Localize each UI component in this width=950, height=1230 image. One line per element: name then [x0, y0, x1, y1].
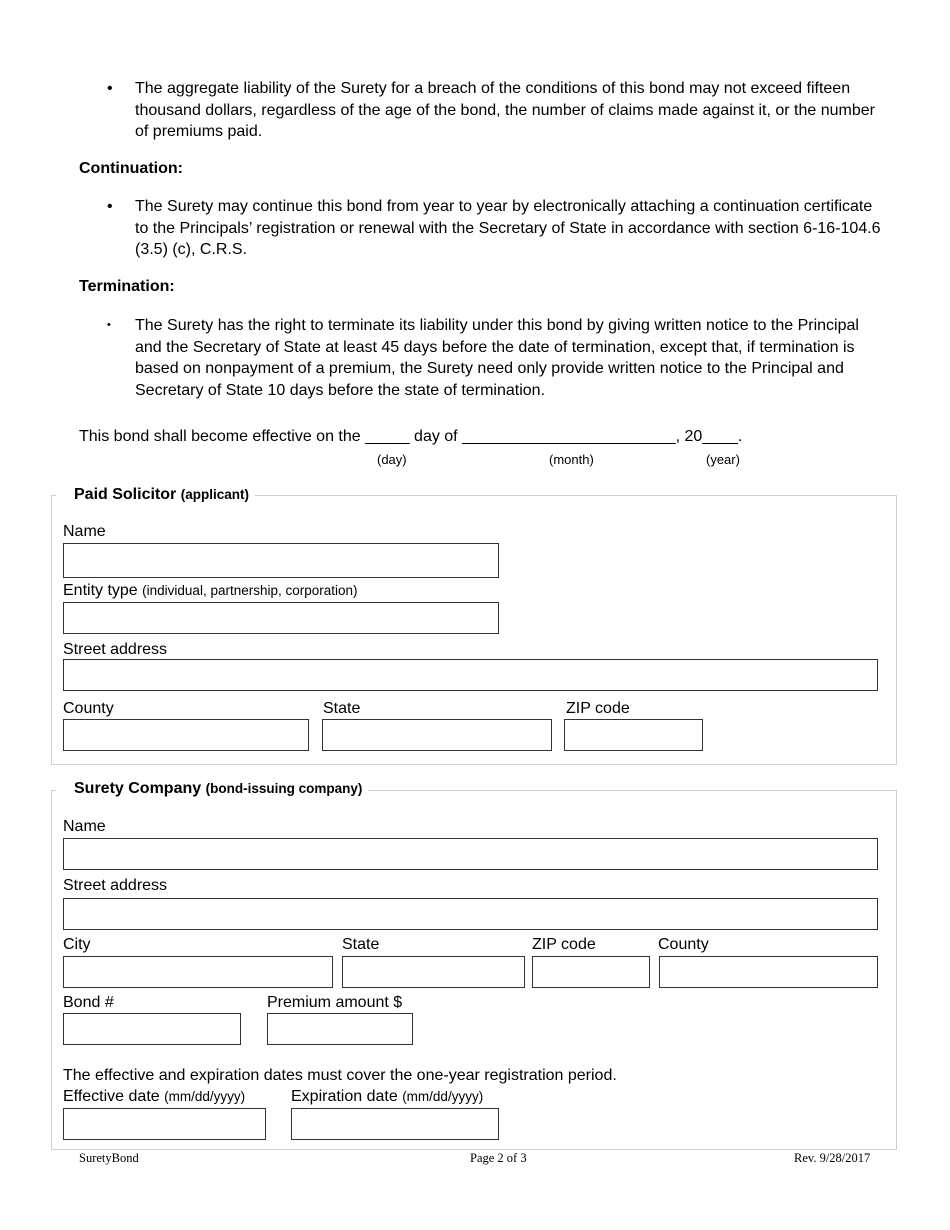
sc-county-input[interactable]	[659, 956, 878, 988]
sc-bond-input[interactable]	[63, 1013, 241, 1045]
sc-premium-input[interactable]	[267, 1013, 413, 1045]
bullet-icon: •	[107, 80, 113, 97]
bullet-icon: •	[107, 198, 113, 215]
paid-solicitor-legend	[56, 486, 255, 504]
footer-page-number: Page 2 of 3	[470, 1151, 527, 1165]
sc-county-label: County	[658, 936, 709, 953]
sc-zip-label: ZIP code	[532, 936, 596, 953]
ps-zip-label: ZIP code	[566, 700, 630, 717]
ps-county-label: County	[63, 700, 114, 717]
sc-zip-input[interactable]	[532, 956, 650, 988]
ps-state-label: State	[323, 700, 361, 717]
paid-solicitor-title: Paid Solicitor	[74, 486, 177, 503]
continuation-text: The Surety may continue this bond from year to year by electronically attaching a continuation certificate to the Principals’ registration or renewal with the Secretary of State in accordance with section 6-16-104.6 (3.5) (c), C.R.S.	[135, 198, 881, 258]
year-caption: (year)	[706, 452, 740, 467]
continuation-heading: Continuation:	[79, 160, 183, 177]
ps-entity-input[interactable]	[63, 602, 499, 634]
liability-text: The aggregate liability of the Surety for a breach of the conditions of this bond may not exceed fifteen thousand dollars, regardless of the age of the bond, the number of claims made against it, or the number of premiums paid.	[135, 80, 875, 140]
ps-state-input[interactable]	[322, 719, 552, 751]
surety-company-note: (bond-issuing company)	[205, 781, 363, 796]
surety-company-title: Surety Company	[74, 780, 202, 797]
sc-expiration-input[interactable]	[291, 1108, 499, 1140]
ps-street-label: Street address	[63, 641, 168, 658]
sc-premium-label: Premium amount $	[267, 994, 403, 1011]
ps-county-input[interactable]	[63, 719, 309, 751]
paid-solicitor-note: (applicant)	[180, 487, 249, 502]
month-caption: (month)	[549, 452, 594, 467]
sc-name-input[interactable]	[63, 838, 878, 870]
surety-company-legend	[56, 780, 368, 798]
ps-name-input[interactable]	[63, 543, 499, 578]
footer-revision: Rev. 9/28/2017	[794, 1151, 871, 1165]
sc-name-label: Name	[63, 818, 106, 835]
sc-bond-label: Bond #	[63, 994, 114, 1011]
day-caption: (day)	[377, 452, 407, 467]
sc-expiration-label: Expiration date (mm/dd/yyyy)	[291, 1088, 484, 1105]
sc-city-label: City	[63, 936, 91, 953]
ps-street-input[interactable]	[63, 659, 878, 691]
ps-zip-input[interactable]	[564, 719, 703, 751]
bullet-icon: •	[107, 319, 111, 331]
termination-text: The Surety has the right to terminate its liability under this bond by giving written notice to the Principal and the Secretary of State at least 45 days before the date of termination, except that, if termination is based on nonpayment of a premium, the Surety need only provide written notice to the Principal and Secretary of State 10 days before the state of termination.	[135, 317, 859, 399]
sc-effective-input[interactable]	[63, 1108, 266, 1140]
sc-dates-note: The effective and expiration dates must cover the one-year registration period.	[63, 1067, 617, 1084]
effective-date-line: This bond shall become effective on the _____ day of ________________________, 20____.	[79, 428, 743, 445]
sc-street-input[interactable]	[63, 898, 878, 930]
sc-city-input[interactable]	[63, 956, 333, 988]
sc-effective-label: Effective date (mm/dd/yyyy)	[63, 1088, 246, 1105]
sc-state-input[interactable]	[342, 956, 525, 988]
termination-heading: Termination:	[79, 278, 175, 295]
ps-entity-label: Entity type (individual, partnership, corporation)	[63, 582, 358, 599]
footer-form-name: SuretyBond	[79, 1151, 139, 1165]
sc-street-label: Street address	[63, 877, 168, 894]
ps-name-label: Name	[63, 523, 106, 540]
sc-state-label: State	[342, 936, 380, 953]
